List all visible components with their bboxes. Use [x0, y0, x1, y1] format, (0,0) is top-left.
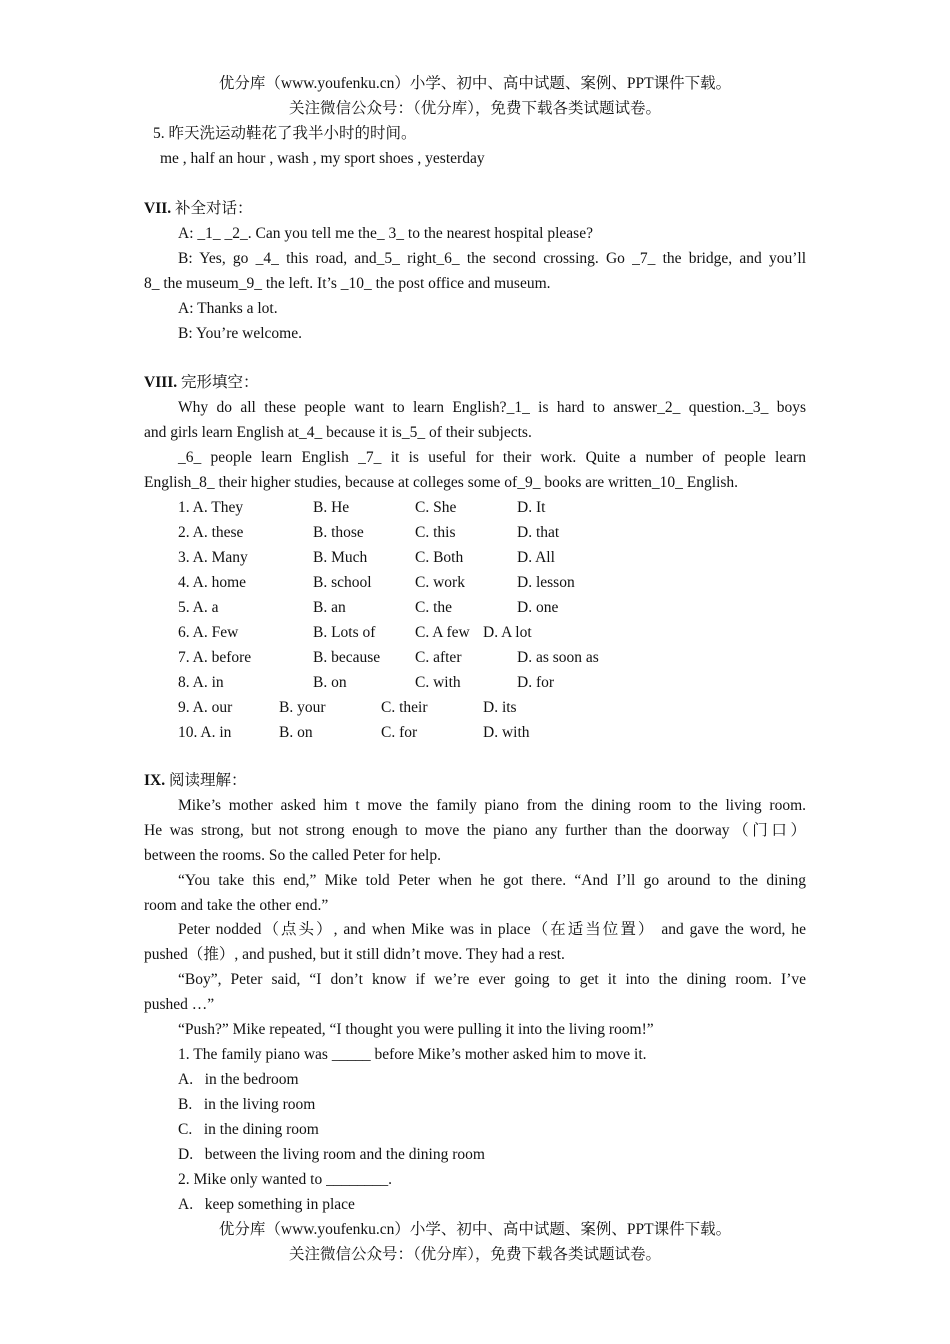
cloze-option: D. that	[517, 524, 560, 541]
q5-prompt: 5. 昨天洗运动鞋花了我半小时的时间。	[153, 125, 417, 142]
cloze-option: D. one	[517, 599, 559, 616]
cloze-option: C. the	[415, 599, 453, 616]
passage-line: “Push?” Mike repeated, “I thought you were pulling it into the living room!”	[178, 1021, 654, 1038]
cloze-option: C. for	[381, 724, 418, 741]
cloze-option: D. A lot	[483, 624, 532, 641]
question-1-option: C. in the dining room	[178, 1121, 319, 1138]
cloze-option: C. Both	[415, 549, 464, 566]
cloze-option: C. work	[415, 574, 465, 591]
cloze-option: B. Lots of	[313, 624, 376, 641]
cloze-option: C. after	[415, 649, 462, 666]
cloze-option: 2. A. these	[178, 524, 244, 541]
cloze-paragraph-1-line-1: Why do all these people want to learn English?_1_ is hard to answer_2_ question._3_ boys	[178, 399, 806, 416]
cloze-option: 1. A. They	[178, 499, 244, 516]
footer-line-2: 关注微信公众号：（优分库），免费下载各类试题试卷。	[288, 1246, 661, 1263]
cloze-option: 6. A. Few	[178, 624, 239, 641]
cloze-option: D. its	[483, 699, 517, 716]
cloze-option: B. your	[279, 699, 326, 716]
section-7-number: VII.	[144, 200, 172, 217]
cloze-option: D. with	[483, 724, 530, 741]
cloze-option: B. Much	[313, 549, 368, 566]
cloze-option: 5. A. a	[178, 599, 219, 616]
cloze-option: B. on	[279, 724, 313, 741]
cloze-option: C. with	[415, 674, 461, 691]
question-1-option: A. in the bedroom	[178, 1071, 299, 1088]
question-1-option: D. between the living room and the dining room	[178, 1146, 485, 1163]
dialogue-line-2: B: Yes, go _4_ this road, and_5_ right_6_ the second crossing. Go _7_ the bridge, and you’ll	[178, 250, 806, 267]
section-9-number: IX.	[144, 772, 166, 789]
cloze-option: 4. A. home	[178, 574, 247, 591]
section-8-number: VIII.	[144, 374, 178, 391]
passage-line: Peter nodded（点头）, and when Mike was in place（在适当位置） and gave the word, he	[178, 921, 806, 938]
passage-line: “You take this end,” Mike told Peter when he got there. “And I’ll go around to the dining	[178, 872, 806, 889]
passage-line: “Boy”, Peter said, “I don’t know if we’re ever going to get it into the dining room. I’ve	[178, 971, 806, 988]
cloze-paragraph-2-line-1: _6_ people learn English _7_ it is useful for their work. Quite a number of people learn	[178, 449, 806, 466]
cloze-paragraph-2-line-2: English_8_ their higher studies, because at colleges some of_9_ books are written_10_ English.	[144, 474, 739, 491]
cloze-paragraph-1-line-2: and girls learn English at_4_ because it is_5_ of their subjects.	[144, 424, 532, 441]
cloze-option: 7. A. before	[178, 649, 252, 666]
section-7-title: 补全对话：	[175, 200, 253, 217]
section-7-heading	[144, 199, 253, 219]
cloze-option: B. an	[313, 599, 346, 616]
dialogue-line-4: A: Thanks a lot.	[178, 300, 278, 317]
footer-line-1: 优分库（www.youfenku.cn）小学、初中、高中试题、案例、PPT课件下载。	[218, 1221, 732, 1238]
question-1-option: B. in the living room	[178, 1096, 316, 1113]
dialogue-line-5: B: You’re welcome.	[178, 325, 302, 342]
section-8-title: 完形填空：	[181, 374, 259, 391]
reading-question-2: 2. Mike only wanted to ________.	[178, 1171, 392, 1188]
question-2-option: A. keep something in place	[178, 1196, 355, 1213]
dialogue-line-1: A: _1_ _2_. Can you tell me the_ 3_ to the nearest hospital please?	[178, 225, 593, 242]
reading-question-1: 1. The family piano was _____ before Mike’s mother asked him to move it.	[178, 1046, 647, 1063]
cloze-option: B. on	[313, 674, 347, 691]
section-9-title: 阅读理解：	[168, 772, 247, 789]
cloze-option: D. lesson	[517, 574, 575, 591]
cloze-option: 8. A. in	[178, 674, 224, 691]
cloze-option: B. He	[313, 499, 350, 516]
passage-line: pushed …”	[144, 996, 215, 1013]
passage-line: room and take the other end.”	[144, 897, 329, 914]
cloze-option: D. for	[517, 674, 555, 691]
cloze-option: D. It	[517, 499, 546, 516]
cloze-option: 9. A. our	[178, 699, 233, 716]
cloze-option: C. A few	[415, 624, 470, 641]
dialogue-line-3: 8_ the museum_9_ the left. It’s _10_ the post office and museum.	[144, 275, 551, 292]
q5-words: me , half an hour , wash , my sport shoes , yesterday	[160, 150, 485, 167]
section-8-heading	[144, 373, 259, 393]
cloze-option: D. as soon as	[517, 649, 599, 666]
passage-line: Mike’s mother asked him t move the family piano from the dining room to the living room.	[178, 797, 806, 814]
header-line-1: 优分库（www.youfenku.cn）小学、初中、高中试题、案例、PPT课件下载。	[218, 75, 732, 92]
passage-line: between the rooms. So the called Peter for help.	[144, 847, 441, 864]
cloze-option: 10. A. in	[178, 724, 232, 741]
cloze-option: C. She	[415, 499, 457, 516]
cloze-option: B. school	[313, 574, 372, 591]
section-9-heading	[144, 771, 247, 791]
cloze-option: B. those	[313, 524, 364, 541]
cloze-option: C. this	[415, 524, 456, 541]
cloze-option: 3. A. Many	[178, 549, 248, 566]
cloze-option: C. their	[381, 699, 428, 716]
passage-line: pushed（推）, and pushed, but it still didn’t move. They had a rest.	[144, 946, 565, 963]
header-line-2: 关注微信公众号：（优分库），免费下载各类试题试卷。	[288, 100, 661, 117]
cloze-option: B. because	[313, 649, 381, 666]
passage-line: He was strong, but not strong enough to move the piano any further than the doorway（门口）	[144, 822, 806, 839]
cloze-option: D. All	[517, 549, 555, 566]
